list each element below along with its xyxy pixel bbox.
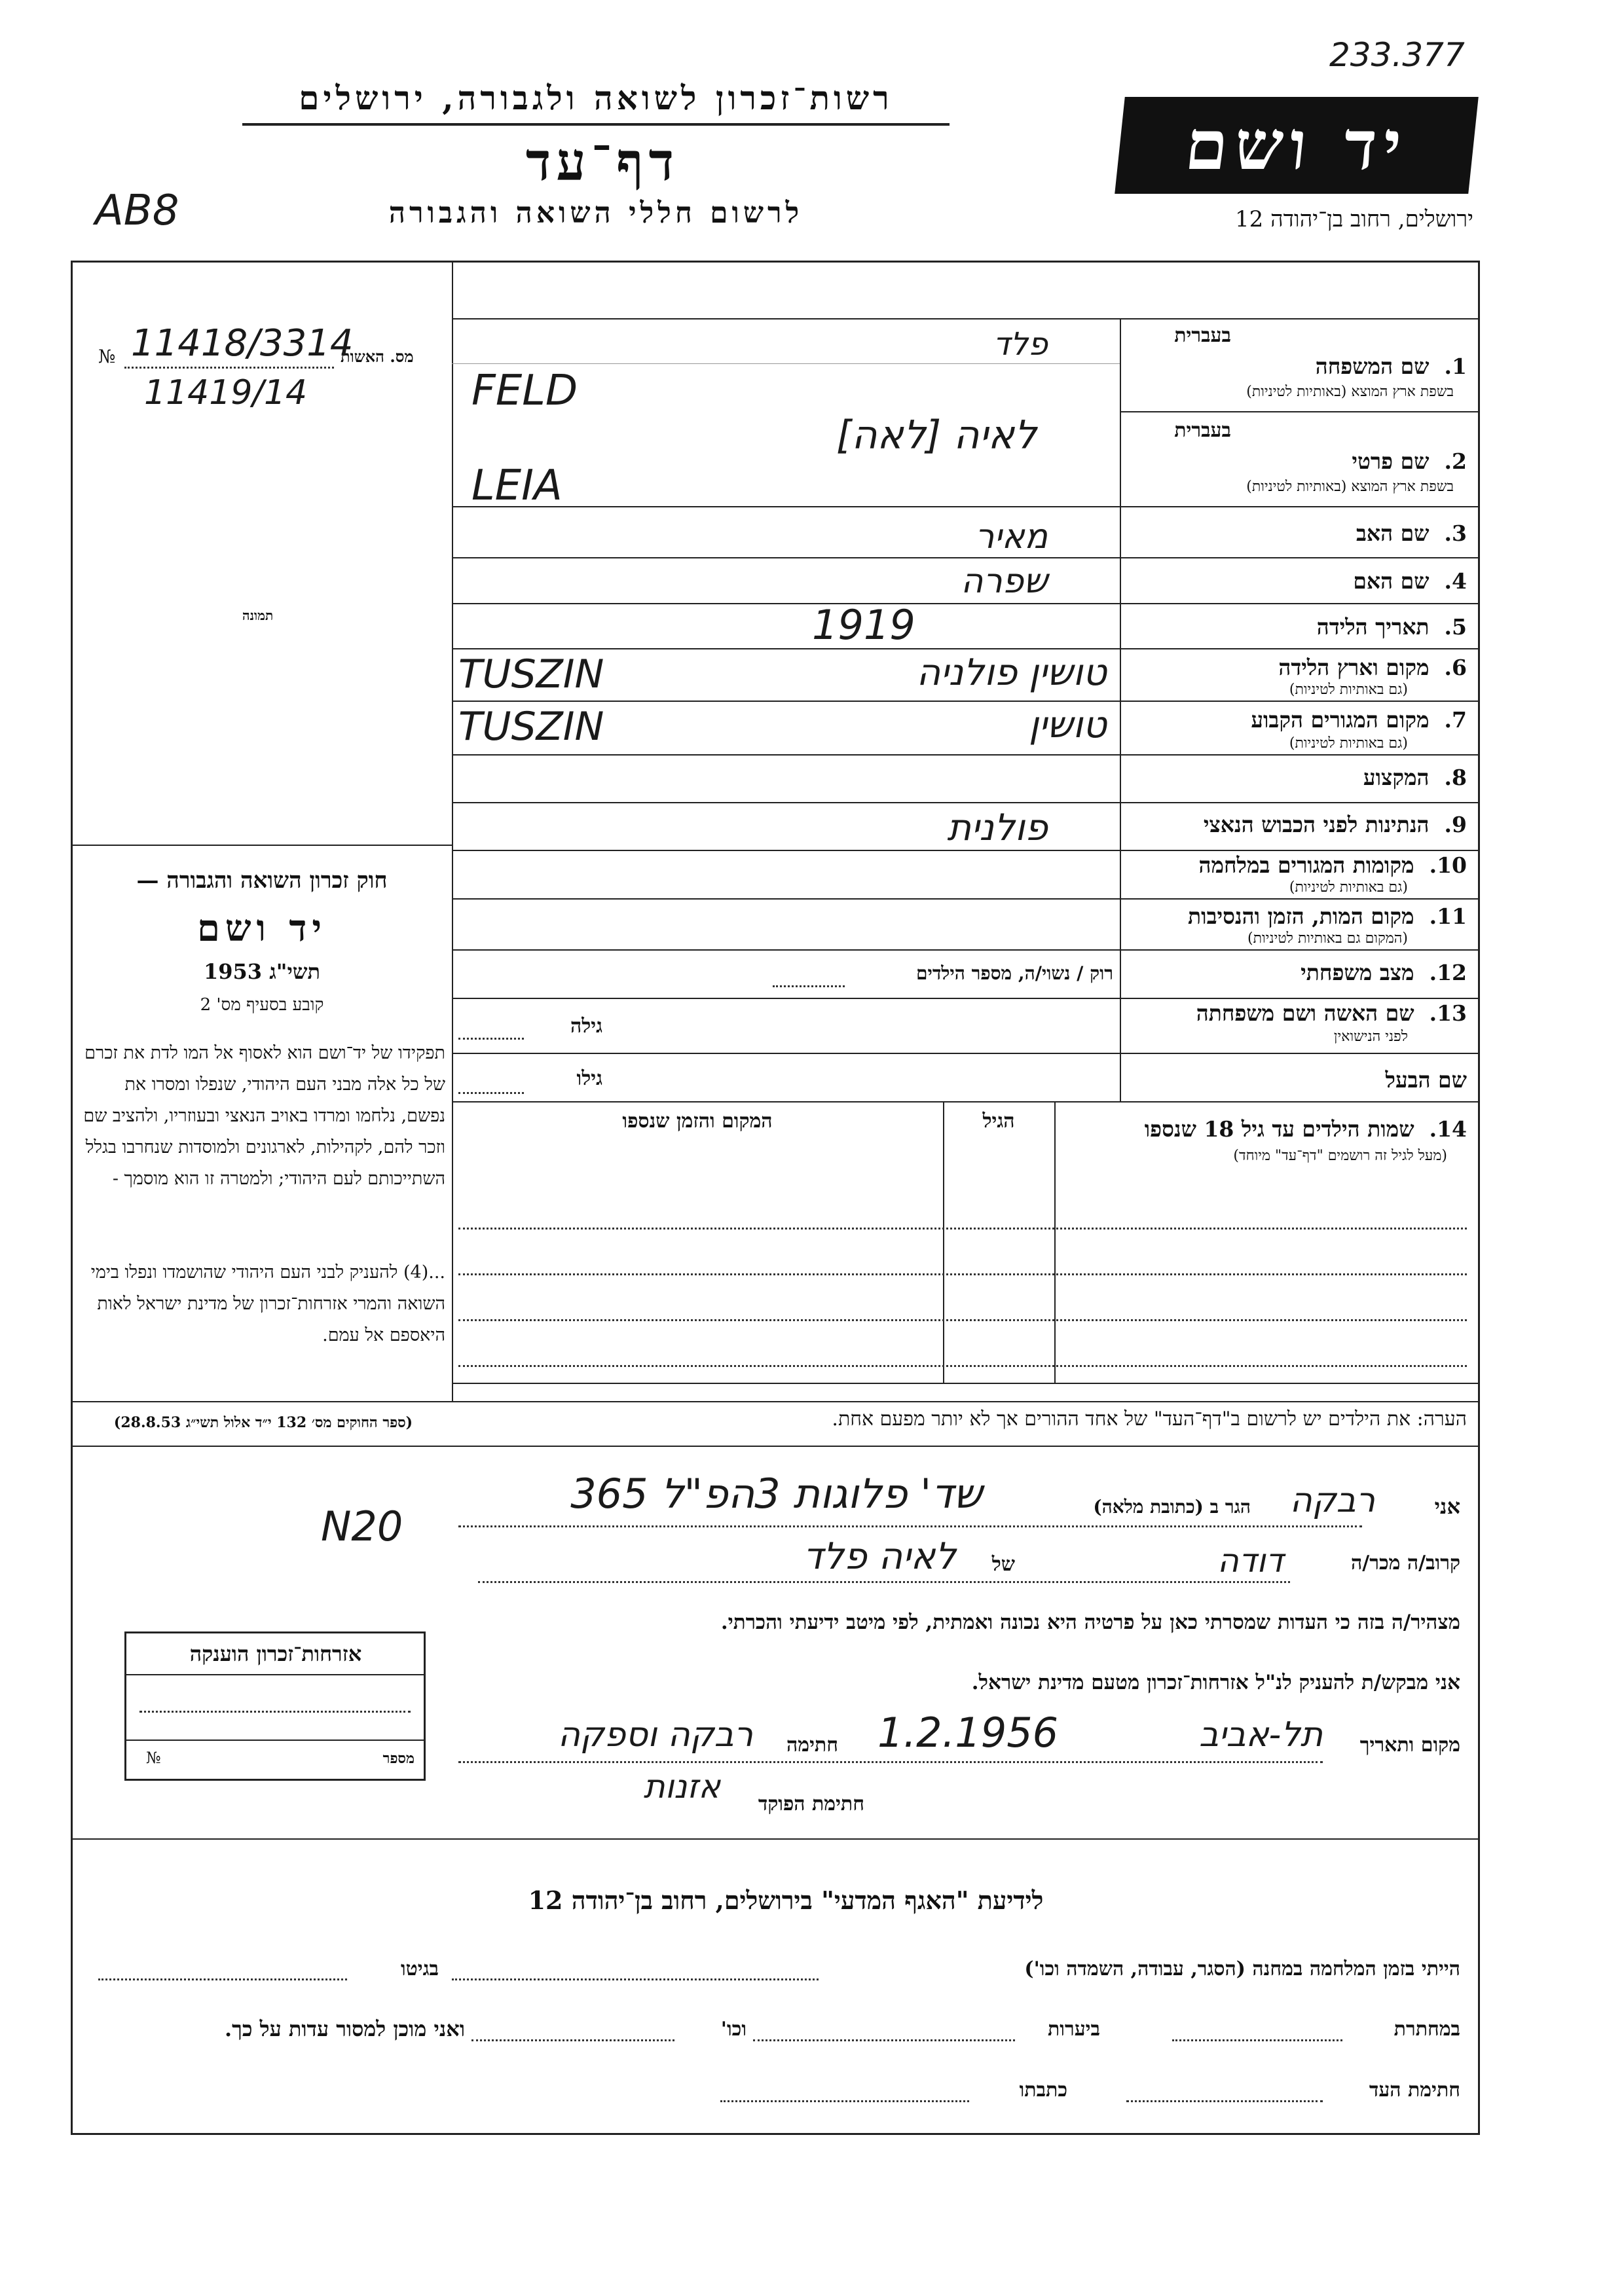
decl-officer-value: אזנות xyxy=(643,1768,720,1806)
law-text-1: תפקידו של יד־ושם הוא לאסוף אל המו לדת את זכרם של כל אלה מבני העם היהודי, שנפלו ומסרו את נפשם, נלחמו ומרדו באויב הנאצי ובעוזריו, ולהציב שם וזכר להם, לקהילות, לארגונים ולמוסדות שנחרבו בגלל השתייכותם לעם היהודי; ולמטרה זו הוא מוסמך - xyxy=(83,1043,445,1189)
field-12-label: 12. מצב משפחתי xyxy=(1301,960,1467,985)
field-7-label: 7. מקום המגורים הקבוע xyxy=(1251,707,1467,733)
info-line1-a: הייתי בזמן המלחמה במחנה (הסגר, עבודה, השמדה וכו') xyxy=(1024,1958,1460,1980)
field-1-latin-value: FELD xyxy=(471,367,578,415)
archive-number: 233.377 xyxy=(1329,36,1465,74)
ledger-value-1: 11418/3314 xyxy=(131,322,354,365)
field-13-age-label: גילה xyxy=(570,1015,602,1038)
decl-statement-2: אני מבקש/ת להעניק לנ"ל אזרחות־זכרון מטעם מדינת ישראל. xyxy=(971,1671,1460,1694)
decl-i-label: אני xyxy=(1434,1494,1460,1519)
info-line1-b: בגיטו xyxy=(400,1958,439,1980)
decl-date-value: 1.2.1956 xyxy=(877,1709,1059,1757)
info-line2-b: ביערות xyxy=(1047,2018,1100,2041)
field-1-label: 1. שם המשפחה xyxy=(1315,354,1467,379)
decl-of-label: של xyxy=(991,1553,1015,1576)
field-3-label: 3. שם האב xyxy=(1356,520,1467,546)
decl-statement-1: מצהיר/ה בזה כי העדות שמסרתי כאן על פרטיה היא נכונה ואמתית, לפי מיטב ידיעתי והכרתי. xyxy=(720,1611,1460,1634)
field-11-sub: (המקום גם באותיות לטיניות) xyxy=(1247,930,1408,947)
info-line3-b: כתבתו xyxy=(1019,2079,1067,2102)
field-9-value: פולנית xyxy=(947,807,1048,849)
field-7-sub: (גם באותיות לטיניות) xyxy=(1289,735,1408,752)
field-6-label: 6. מקום וארץ הלידה xyxy=(1278,655,1467,680)
citizenship-title: אזרחות־זכרון הוענקה xyxy=(189,1641,362,1666)
citizenship-number-label: מספר xyxy=(382,1750,415,1767)
decl-signature-value: רבקה וספקה xyxy=(557,1715,753,1755)
field-8-label: 8. המקצוע xyxy=(1363,765,1467,790)
decl-relative-value: דודה xyxy=(1217,1542,1283,1580)
decl-place-date-label: מקום ותאריך xyxy=(1359,1734,1460,1757)
field-1-sub: בשפת ארץ המוצא (באותיות לטיניות) xyxy=(1246,384,1454,400)
field-11-label: 11. מקום המות, הזמן והנסיבות xyxy=(1188,903,1467,929)
children-col-age: הגיל xyxy=(982,1110,1015,1133)
field-10-label: 10. מקומות המגורים במלחמה xyxy=(1198,852,1467,878)
field-7-latin-value: TUSZIN xyxy=(458,704,604,750)
field-1-hebrew-value: פלד xyxy=(993,326,1048,363)
decl-signature-label: חתימה xyxy=(786,1734,838,1757)
decl-of-value: לאיה פלד xyxy=(803,1535,956,1578)
field-1-hebrew-tag: בעברית xyxy=(1174,324,1231,347)
field-4-label: 4. שם האם xyxy=(1353,568,1467,594)
info-line2-d: ואני מוכן למסור עדות על כך. xyxy=(224,2016,465,2041)
field-2-label: 2. שם פרטי xyxy=(1352,448,1467,474)
decl-side-mark: N20 xyxy=(321,1503,403,1550)
citizenship-box xyxy=(124,1631,426,1781)
field-2-hebrew-tag: בעברית xyxy=(1174,419,1231,442)
authority-line: רשות־זכרון לשואה ולגבורה, ירושלים xyxy=(299,79,893,117)
page-title: דף־עד xyxy=(525,131,680,192)
children-note: (מעל לגיל זה רושמים "דף־עד" מיוחד) xyxy=(1233,1148,1447,1164)
citizenship-no-symbol: № xyxy=(146,1749,161,1767)
field-2-sub: בשפת ארץ המוצא (באותיות לטיניות) xyxy=(1246,479,1454,495)
law-year: תשי"ג 1953 xyxy=(204,959,320,984)
field-9-label: 9. הנתינות לפני הכבוש הנאצי xyxy=(1203,812,1467,837)
decl-i-value: רבקה xyxy=(1289,1481,1375,1520)
logo-address: ירושלים, רחוב בן־יהודה 12 xyxy=(1235,206,1473,232)
law-clause: קובע בסעיף מס' 2 xyxy=(200,995,324,1015)
husband-age-label: גילו xyxy=(576,1067,602,1090)
field-5-label: 5. תאריך הלידה xyxy=(1316,614,1467,640)
children-heading: 14. שמות הילדים עד גיל 18 שנספו xyxy=(1144,1116,1467,1142)
law-citation: (ספר החוקים מס׳ 132 י״ד אלול תשי״ג 28.8.53) xyxy=(113,1414,413,1431)
decl-address-label: הגר ב (כתובת מלאה) xyxy=(1093,1496,1251,1518)
decl-place-value: תל-אביב xyxy=(1198,1715,1323,1755)
law-name: יד ושם xyxy=(196,907,327,950)
ledger-value-2: 11419/14 xyxy=(144,373,308,412)
decl-address-value: שד' פלוגות 3הפ"ל 365 xyxy=(570,1470,982,1518)
field-7-value: טושין xyxy=(1028,704,1107,746)
field-5-value: 1919 xyxy=(812,601,915,649)
field-2-latin-value: LEIA xyxy=(471,462,563,510)
info-line2-a: במחתרת xyxy=(1393,2018,1460,2041)
info-line2-c: וכו' xyxy=(720,2018,747,2041)
law-text-2: ...(4) להעניק לבני העם היהודי שהושמדו ונפלו בימי השואה והמרי אזרחות־זכרון של מדינת ישראל לאות היאספם אל עמם. xyxy=(90,1262,445,1345)
margin-mark: AB8 xyxy=(95,187,179,235)
ledger-no-symbol: № xyxy=(98,346,116,367)
field-6-value: טושין פולניה xyxy=(916,651,1107,694)
husband-label: שם הבעל xyxy=(1385,1067,1467,1093)
field-6-latin-value: TUSZIN xyxy=(458,651,604,697)
field-10-sub: (גם באותיות לטיניות) xyxy=(1289,879,1408,896)
info-heading: לידיעת "האגף המדעי" בירושלים, רחוב בן־יהודה 12 xyxy=(528,1886,1044,1915)
page-subtitle: לרשום חללי השואה והגבורה xyxy=(388,196,803,230)
field-3-value: מאיר xyxy=(974,517,1048,556)
yad-vashem-logo xyxy=(1115,97,1479,194)
children-col-place: המקום והזמן שנספו xyxy=(622,1110,773,1133)
photo-label: תמונה xyxy=(242,608,274,623)
remark: הערה: את הילדים יש לרשום ב"דף־העד" של אחד ההורים אך לא יותר מפעם אחת. xyxy=(832,1408,1467,1430)
field-6-sub: (גם באותיות לטיניות) xyxy=(1289,682,1408,698)
ledger-label: מס. האשות xyxy=(341,347,414,366)
field-13-sub: לפני הנישואין xyxy=(1333,1029,1408,1045)
decl-officer-label: חתימת הפוקד xyxy=(758,1793,864,1815)
field-4-value: שפרה xyxy=(961,562,1048,601)
law-heading: חוק זכרון השואה והגבורה — xyxy=(136,867,388,894)
info-line3-a: חתימת העד xyxy=(1369,2079,1460,2102)
field-13-label: 13. שם האשה ושם משפחתה xyxy=(1196,1000,1467,1026)
decl-relative-label: קרוב/ה מכר/ה xyxy=(1351,1552,1460,1575)
field-2-hebrew-value: לאיה [לאה] xyxy=(836,412,1037,458)
logo-text: יד ושם xyxy=(1181,105,1412,185)
field-12-extra: רוק / נשוי/ה, מספר הילדים xyxy=(916,962,1113,984)
